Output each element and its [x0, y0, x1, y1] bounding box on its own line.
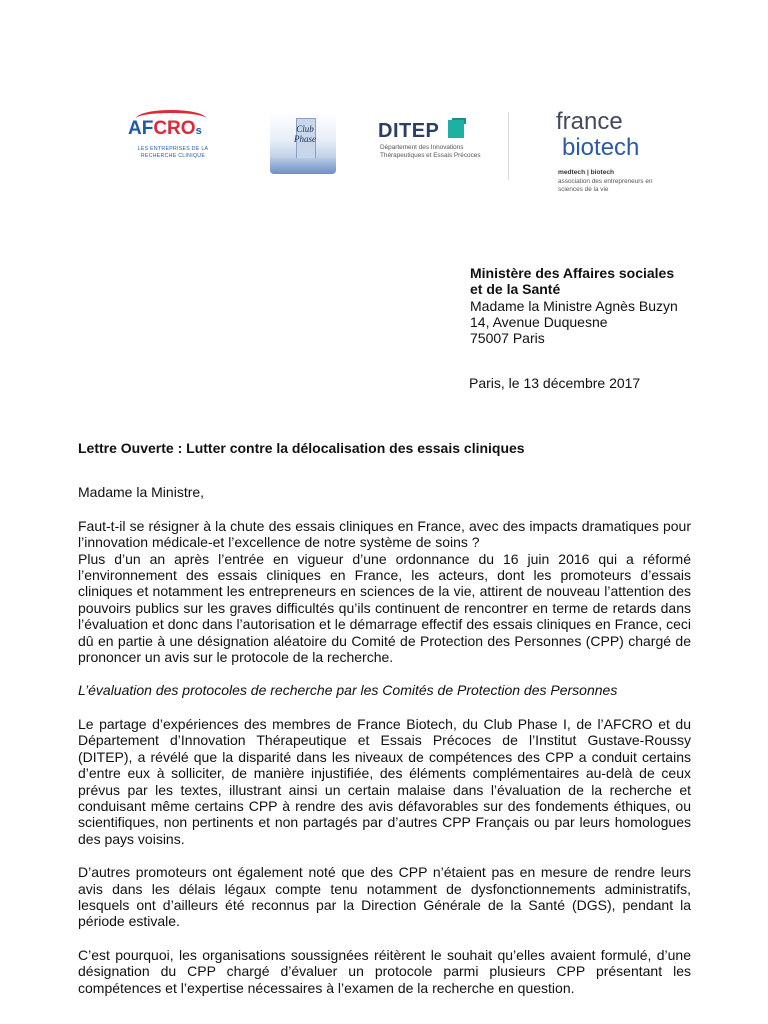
letter-body [78, 440, 691, 996]
france-biotech-sub1: medtech | biotech [558, 169, 615, 176]
afcros-logo [120, 110, 220, 170]
letter-date: Paris, le 13 décembre 2017 [469, 375, 641, 391]
club-phase-text: Club Phase [294, 124, 316, 144]
france-biotech-line2: biotech [562, 134, 640, 161]
paragraph-4: D’autres promoteurs ont également noté que des CPP n’étaient pas en mesure de rendre leurs avis dans les délais légaux compte tenu notamment de dysfonctionnements administratifs, lesquels ont d’ailleurs été reconnus par la Direction Générale de la Santé (DGS), pendant la période estivale. [78, 864, 691, 930]
address-line-3: Madame la Ministre Agnès Buzyn [470, 297, 678, 314]
paragraph-2: Plus d’un an après l’entrée en vigueur d’une ordonnance du 16 juin 2016 qui a réformé l’environnement des essais cliniques en France, les acteurs, dont les promoteurs d’essais cliniques et notamment les entrepreneurs en sciences de la vie, attirent de nouveau l’attention des pouvoirs publics sur les graves difficultés qu’ils continuent de rencontrer en terme de retards dans l’évaluation et donc dans l’autorisation et le démarrage effectif des essais cliniques en France, ceci dû en partie à une désignation aléatoire du Comité de Protection des Personnes (CPP) chargé de prononcer un avis sur le protocole de la recherche. [78, 550, 691, 666]
ditep-mark [448, 120, 464, 138]
paragraph-3: Le partage d’expériences des membres de France Biotech, du Club Phase I, de l’AFCRO et du Département d’Innovation Thérapeutique et Essais Précoces de l’Institut Gustave-Roussy (DITEP), a révélé que la disparité dans les niveaux de compétences des CPP a conduit certains d’entre eux à solliciter, de manière injustifiée, des éléments complémentaires au-delà de ceux prévus par les textes, illustrant ainsi un certain malaise dans l’évaluation de la recherche et conduisant même certains CPP à rendre des avis défavorables sur des fondements éthiques, ou scientifiques, non pertinents et non partagés par d’autres CPP Français ou par leurs homologues des pays voisins. [78, 715, 691, 847]
france-biotech-line1: france [556, 108, 623, 135]
club-phase-wave [270, 158, 336, 174]
address-line-1: Ministère des Affaires sociales [470, 265, 675, 281]
address-line-2: et de la Santé [470, 281, 561, 298]
salutation: Madame la Ministre, [78, 484, 205, 501]
paragraph-1: Faut-t-il se résigner à la chute des essais cliniques en France, avec des impacts dramatiques pour l’innovation médicale-et l’excellence de notre système de soins ? [78, 517, 691, 551]
ditep-logo [366, 112, 509, 180]
ditep-wordmark: DITEP [378, 120, 440, 142]
ditep-tagline: Département des Innovations Thérapeutiques et Essais Précoces [380, 144, 481, 159]
address-line-5: 75007 Paris [470, 330, 545, 347]
club-phase-logo [270, 112, 336, 174]
recipient-address [470, 265, 678, 346]
paragraph-5: C’est pourquoi, les organisations soussignées réitèrent le souhait qu’elles avaient formulé, d’une désignation du CPP chargé d’évaluer un protocole parmi plusieurs CPP présentant les compétences et l’expertise nécessaires à l’examen de la recherche en question. [78, 946, 691, 996]
section-heading: L’évaluation des protocoles de recherche par les Comités de Protection des Personnes [78, 682, 618, 699]
afcro-tagline: LES ENTREPRISES DE LA RECHERCHE CLINIQUE [137, 146, 209, 159]
france-biotech-logo [556, 108, 666, 198]
afcro-wordmark: AFCROs [128, 118, 202, 139]
letter-subject: Lettre Ouverte : Lutter contre la délocalisation des essais cliniques [78, 440, 525, 456]
france-biotech-sub2: association des entrepreneurs en sciences de la vie [558, 178, 653, 193]
logo-bar [0, 100, 768, 200]
address-line-4: 14, Avenue Duquesne [470, 313, 608, 330]
